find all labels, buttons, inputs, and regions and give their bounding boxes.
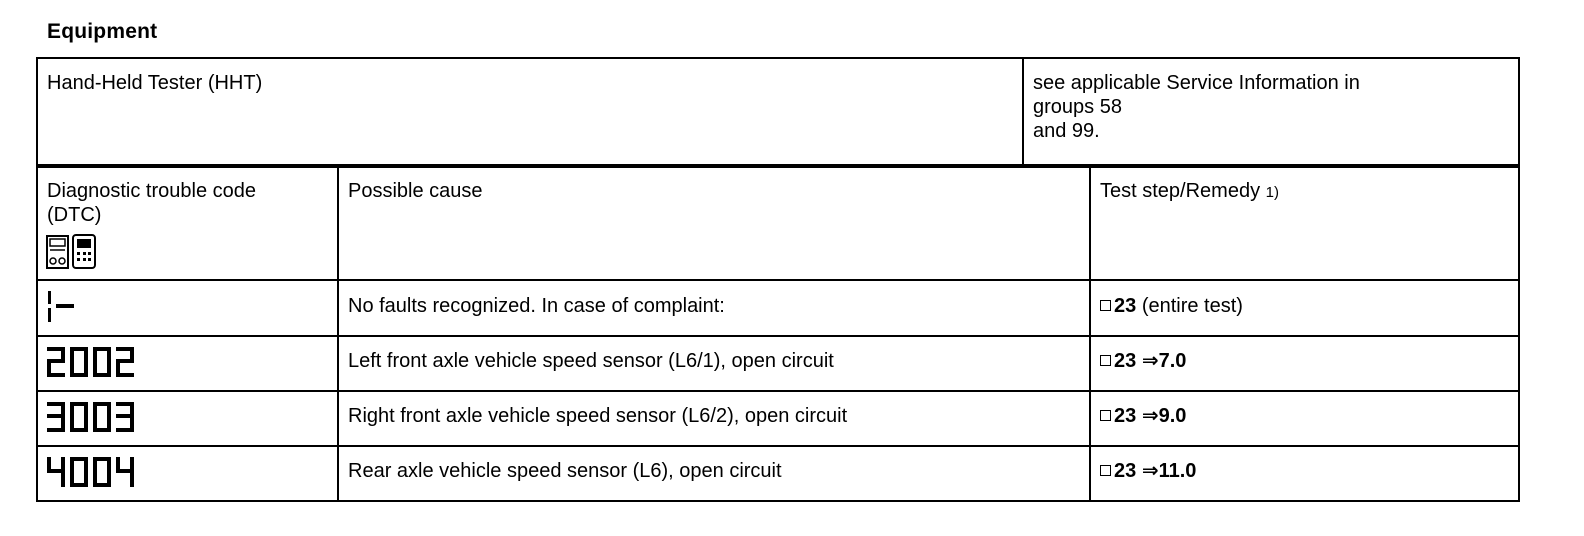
dtc-row-divider-2 bbox=[36, 390, 1520, 392]
dtc-col-divider-1 bbox=[337, 166, 339, 502]
checkbox-icon bbox=[1100, 410, 1111, 421]
dtc-row-divider-3 bbox=[36, 445, 1520, 447]
dtc-column-header-line-1: Diagnostic trouble code bbox=[47, 180, 257, 202]
test-step-number: 23 bbox=[1114, 350, 1137, 372]
checkbox-icon bbox=[1100, 355, 1111, 366]
dtc-code-display-4004 bbox=[46, 456, 146, 488]
arrow-icon: ⇒ bbox=[1141, 460, 1159, 482]
test-step-number: 23 bbox=[1114, 460, 1137, 482]
cause-row-4: Rear axle vehicle speed sensor (L6), open circuit bbox=[348, 460, 782, 482]
remedy-column-header bbox=[1100, 180, 1279, 204]
dtc-code-display-2002 bbox=[46, 346, 146, 378]
test-step-number: 23 bbox=[1114, 295, 1137, 317]
cause-row-2: Left front axle vehicle speed sensor (L6/1), open circuit bbox=[348, 350, 834, 372]
equipment-note-line-1: see applicable Service Information in bbox=[1033, 72, 1360, 94]
header-icons bbox=[46, 233, 106, 271]
dtc-code-display-3003 bbox=[46, 401, 146, 433]
arrow-icon: ⇒ bbox=[1141, 405, 1159, 427]
arrow-icon: ⇒ bbox=[1141, 350, 1159, 372]
dtc-code-display-1 bbox=[46, 291, 86, 323]
checkbox-icon bbox=[1100, 300, 1111, 311]
remedy-row-4 bbox=[1100, 460, 1196, 483]
remedy-row-1 bbox=[1100, 295, 1243, 318]
dtc-column-header-line-2: (DTC) bbox=[47, 204, 102, 226]
cause-column-header: Possible cause bbox=[348, 180, 483, 202]
remedy-row-3 bbox=[1100, 405, 1186, 428]
hht-icon bbox=[72, 233, 132, 271]
remedy-header-label: Test step/Remedy bbox=[1100, 180, 1261, 202]
dtc-table bbox=[36, 166, 1520, 502]
dtc-col-divider-2 bbox=[1089, 166, 1091, 502]
dtc-header-divider bbox=[36, 279, 1520, 281]
test-step-target: 9.0 bbox=[1158, 405, 1187, 427]
checkbox-icon bbox=[1100, 465, 1111, 476]
equipment-note-line-2: groups 58 bbox=[1033, 96, 1122, 118]
remedy-footnote-marker: 1) bbox=[1265, 184, 1279, 201]
remedy-row-2 bbox=[1100, 350, 1186, 373]
test-step-number: 23 bbox=[1114, 405, 1137, 427]
dtc-row-divider-1 bbox=[36, 335, 1520, 337]
cause-row-1: No faults recognized. In case of complaint: bbox=[348, 295, 725, 317]
remedy-extra: (entire test) bbox=[1141, 295, 1243, 317]
cause-row-3: Right front axle vehicle speed sensor (L6/2), open circuit bbox=[348, 405, 848, 427]
test-step-target: 7.0 bbox=[1158, 350, 1187, 372]
equipment-note-line-3: and 99. bbox=[1033, 120, 1100, 142]
equipment-divider bbox=[1022, 57, 1024, 166]
section-heading: Equipment bbox=[47, 20, 158, 43]
test-step-target: 11.0 bbox=[1158, 460, 1197, 482]
equipment-item: Hand-Held Tester (HHT) bbox=[47, 72, 263, 94]
